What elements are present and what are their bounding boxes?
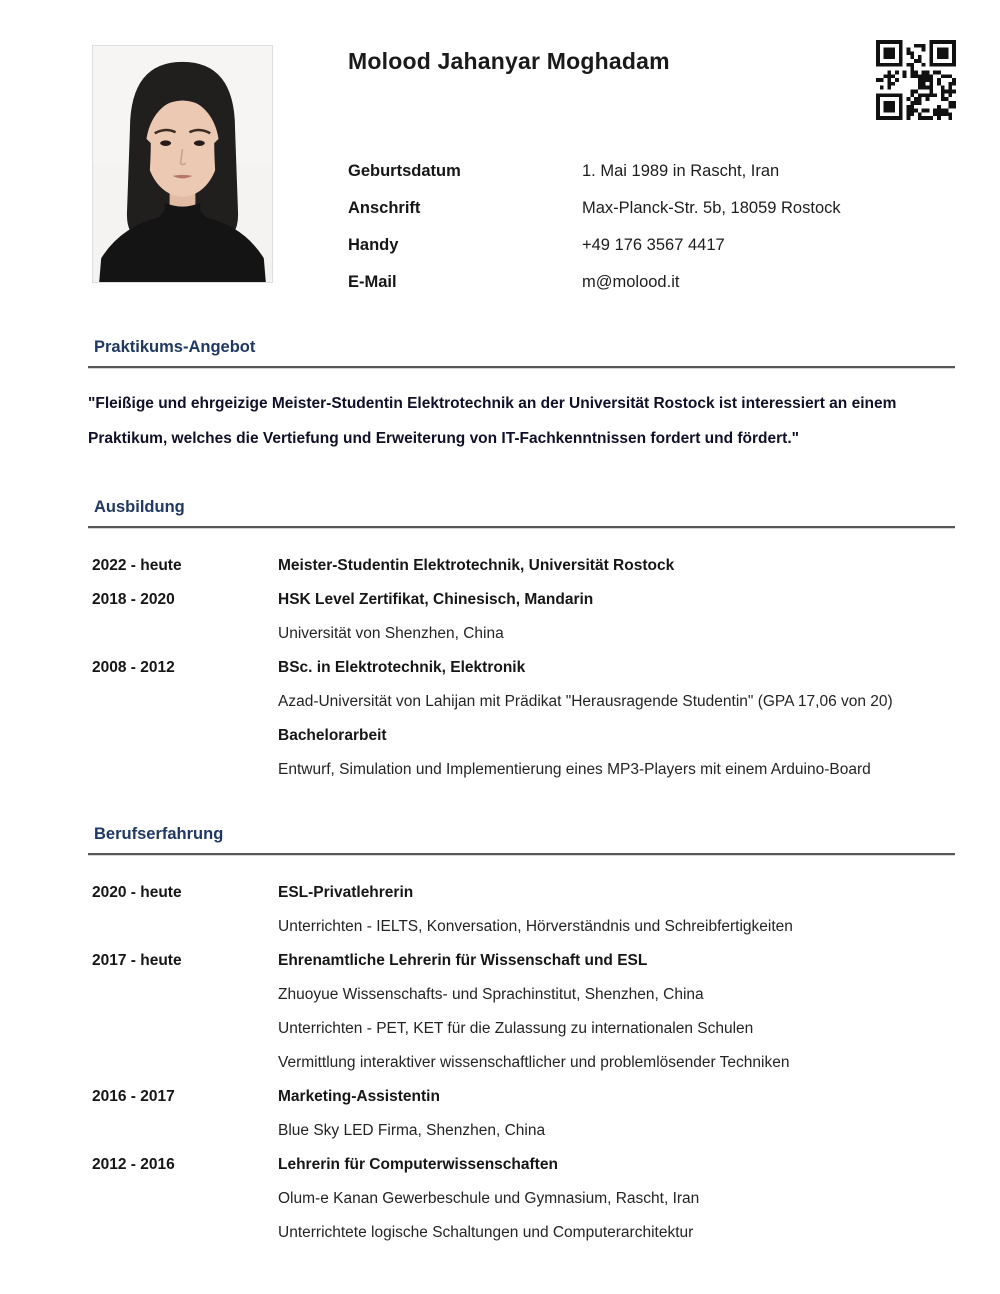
section-heading: Praktikums-Angebot — [94, 338, 256, 356]
timeline-row — [88, 910, 955, 944]
timeline-period — [88, 1046, 278, 1080]
timeline-text: Universität von Shenzhen, China — [278, 625, 504, 642]
experience-timeline — [88, 876, 955, 1250]
contact-value: 1. Mai 1989 in Rascht, Iran — [582, 162, 780, 180]
timeline-text: Unterrichten - PET, KET für die Zulassung zu internationalen Schulen — [278, 1020, 754, 1037]
timeline-text: BSc. in Elektrotechnik, Elektronik — [278, 659, 526, 676]
contact-value: Max-Planck-Str. 5b, 18059 Rostock — [582, 199, 841, 217]
contact-row-address — [348, 190, 908, 227]
contact-block — [348, 153, 908, 301]
section-ausbildung — [88, 498, 955, 787]
timeline-row — [88, 1114, 955, 1148]
timeline-period — [88, 978, 278, 1012]
timeline-text: Ehrenamtliche Lehrerin für Wissenschaft und ESL — [278, 952, 648, 969]
contact-label: Handy — [348, 236, 399, 254]
timeline-period: 2022 - heute — [92, 557, 182, 574]
section-heading: Berufserfahrung — [94, 825, 224, 843]
timeline-period — [88, 1216, 278, 1250]
timeline-row — [88, 1216, 955, 1250]
section-divider — [88, 853, 955, 856]
timeline-period — [88, 685, 278, 719]
contact-row-phone — [348, 227, 908, 264]
profile-photo — [92, 45, 273, 283]
qr-code — [876, 40, 956, 120]
section-heading: Ausbildung — [94, 498, 185, 516]
timeline-text: Olum-e Kanan Gewerbeschule und Gymnasium, Rascht, Iran — [278, 1190, 700, 1207]
timeline-row — [88, 753, 955, 787]
timeline-row — [88, 1012, 955, 1046]
page-title: Molood Jahanyar Moghadam — [348, 48, 670, 74]
timeline-text: Unterrichtete logische Schaltungen und Computerarchitektur — [278, 1224, 694, 1241]
timeline-period: 2017 - heute — [92, 952, 182, 969]
contact-label: Geburtsdatum — [348, 162, 461, 180]
timeline-row — [88, 944, 955, 978]
timeline-row — [88, 978, 955, 1012]
timeline-text: Entwurf, Simulation und Implementierung eines MP3-Players mit einem Arduino-Board — [278, 761, 871, 778]
timeline-text: Zhuoyue Wissenschafts- und Sprachinstitut, Shenzhen, China — [278, 986, 704, 1003]
timeline-row — [88, 1148, 955, 1182]
timeline-row — [88, 617, 955, 651]
timeline-period: 2016 - 2017 — [92, 1088, 175, 1105]
timeline-row — [88, 583, 955, 617]
section-berufserfahrung — [88, 825, 955, 1250]
education-timeline — [88, 549, 955, 787]
timeline-row — [88, 651, 955, 685]
timeline-text: Bachelorarbeit — [278, 727, 387, 744]
contact-label: E-Mail — [348, 273, 397, 291]
contact-value: m@molood.it — [582, 273, 680, 291]
contact-row-email — [348, 264, 908, 301]
timeline-period: 2012 - 2016 — [92, 1156, 175, 1173]
section-praktikums-angebot — [88, 338, 955, 456]
timeline-period — [88, 1182, 278, 1216]
timeline-period: 2018 - 2020 — [92, 591, 175, 608]
timeline-row — [88, 1080, 955, 1114]
timeline-text: Meister-Studentin Elektrotechnik, Universität Rostock — [278, 557, 675, 574]
timeline-text: Unterrichten - IELTS, Konversation, Hörverständnis und Schreibfertigkeiten — [278, 918, 793, 935]
section-divider — [88, 366, 955, 369]
timeline-text: Vermittlung interaktiver wissenschaftlicher und problemlösender Techniken — [278, 1054, 790, 1071]
qr-code-graphic — [876, 40, 956, 120]
internship-offer-quote: "Fleißige und ehrgeizige Meister-Studentin Elektrotechnik an der Universität Rostock ist interessiert an einem Praktikum, welches die Vertiefung und Erweiterung von IT-Fachkenntnissen fordert und fördert." — [88, 395, 897, 447]
timeline-text: Azad-Universität von Lahijan mit Prädikat "Herausragende Studentin" (GPA 17,06 von 20) — [278, 693, 893, 710]
timeline-period: 2020 - heute — [92, 884, 182, 901]
timeline-text: ESL-Privatlehrerin — [278, 884, 414, 901]
timeline-text: Marketing-Assistentin — [278, 1088, 440, 1105]
timeline-period — [88, 1012, 278, 1046]
timeline-period — [88, 753, 278, 787]
timeline-row — [88, 1182, 955, 1216]
timeline-row — [88, 1046, 955, 1080]
contact-row-birthdate — [348, 153, 908, 190]
timeline-period: 2008 - 2012 — [92, 659, 175, 676]
timeline-period — [88, 1114, 278, 1148]
timeline-text: Lehrerin für Computerwissenschaften — [278, 1156, 558, 1173]
timeline-row — [88, 549, 955, 583]
timeline-period — [88, 719, 278, 753]
section-divider — [88, 526, 955, 529]
timeline-text: Blue Sky LED Firma, Shenzhen, China — [278, 1122, 546, 1139]
timeline-period — [88, 910, 278, 944]
timeline-text: HSK Level Zertifikat, Chinesisch, Mandarin — [278, 591, 594, 608]
timeline-period — [88, 617, 278, 651]
cv-body — [88, 338, 955, 1250]
timeline-row — [88, 685, 955, 719]
portrait-illustration — [93, 46, 272, 282]
contact-value: +49 176 3567 4417 — [582, 236, 725, 254]
timeline-row — [88, 719, 955, 753]
timeline-row — [88, 876, 955, 910]
contact-label: Anschrift — [348, 199, 421, 217]
